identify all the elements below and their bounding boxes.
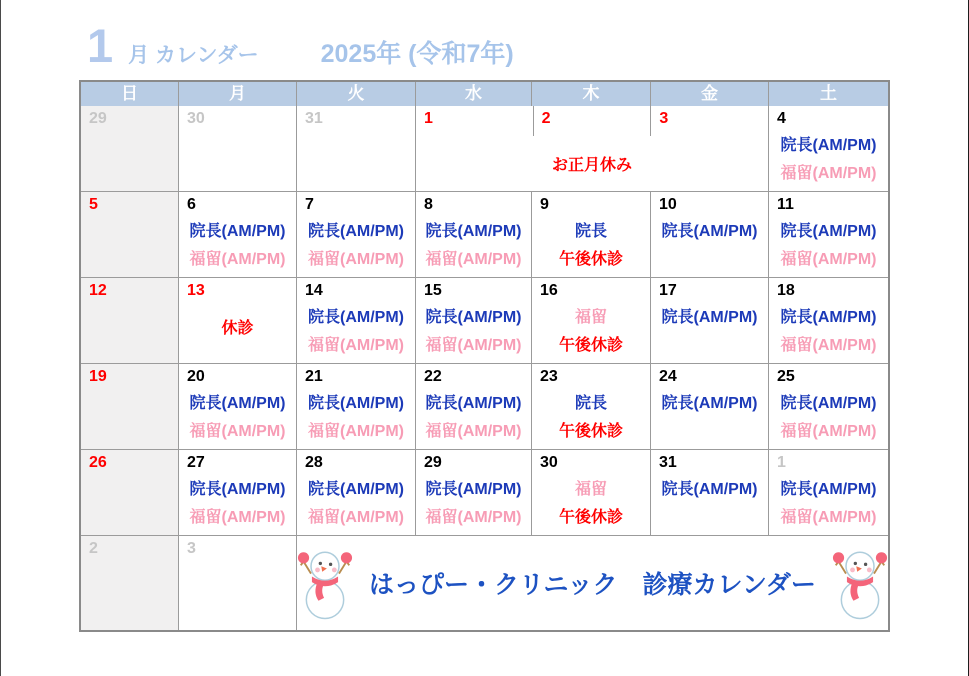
schedule-lines [532, 390, 650, 449]
day-cell-13 [178, 278, 296, 363]
schedule-line: 福留(AM/PM) [780, 165, 877, 182]
date-number: 31 [305, 110, 323, 127]
date-number: 11 [777, 196, 794, 213]
schedule-lines [297, 132, 415, 191]
date-number-label: 2 [541, 110, 551, 127]
schedule-line: 福留(AM/PM) [308, 251, 404, 268]
schedule-line: 院長(AM/PM) [425, 481, 522, 498]
date-number: 28 [305, 454, 323, 471]
schedule-line: 院長(AM/PM) [308, 395, 404, 412]
schedule-line: 福留 [574, 481, 607, 498]
schedule-lines [532, 218, 650, 277]
day-cell-17 [650, 278, 768, 363]
snowman-icon [832, 545, 888, 621]
date-number: 6 [187, 196, 196, 213]
date-number: 2 [89, 540, 98, 557]
schedule-line: 福留 [574, 309, 607, 326]
date-number: 15 [424, 282, 442, 299]
schedule-line: 福留(AM/PM) [308, 337, 404, 354]
date-number [650, 106, 768, 136]
month-number: 1 [87, 19, 115, 72]
date-number: 18 [777, 282, 795, 299]
date-number: 20 [187, 368, 205, 385]
date-number [533, 106, 651, 136]
calendar-table [79, 80, 890, 632]
schedule-lines [297, 476, 415, 535]
schedule-lines [416, 390, 531, 449]
schedule-line: 院長(AM/PM) [780, 395, 877, 412]
schedule-line: 福留(AM/PM) [780, 337, 877, 354]
schedule-lines [297, 390, 415, 449]
week-row-6 [81, 535, 888, 630]
schedule-line: 院長(AM/PM) [780, 137, 877, 154]
schedule-lines [532, 476, 650, 535]
schedule-line: 福留(AM/PM) [189, 423, 286, 440]
schedule-lines [651, 390, 768, 449]
schedule-lines [651, 304, 768, 363]
day-cell-1 [768, 450, 888, 535]
schedule-line: 院長(AM/PM) [425, 395, 522, 412]
date-number: 8 [424, 196, 433, 213]
day-cell-6 [178, 192, 296, 277]
date-number: 29 [89, 110, 107, 127]
schedule-line: 福留(AM/PM) [425, 251, 522, 268]
day-cell-5 [81, 192, 178, 277]
clinic-footer-cell [296, 536, 888, 630]
schedule-line: 院長(AM/PM) [661, 395, 758, 412]
week-row-2 [81, 191, 888, 277]
day-cell-8 [415, 192, 531, 277]
week-row-1 [81, 106, 888, 191]
weekday-header-row [81, 82, 888, 106]
date-number: 3 [187, 540, 196, 557]
week-row-4 [81, 363, 888, 449]
schedule-lines [297, 304, 415, 363]
day-cell-29 [415, 450, 531, 535]
date-number: 10 [659, 196, 677, 213]
day-cell-27 [178, 450, 296, 535]
day-cell-18 [768, 278, 888, 363]
schedule-line: 福留(AM/PM) [308, 423, 404, 440]
schedule-line: 福留(AM/PM) [425, 423, 522, 440]
date-number: 21 [305, 368, 323, 385]
date-number-label: 1 [424, 110, 433, 127]
day-cell-2 [81, 536, 178, 630]
date-number: 1 [777, 454, 786, 471]
day-cell-28 [296, 450, 415, 535]
date-number: 4 [777, 110, 786, 127]
schedule-lines [81, 304, 178, 363]
weekday-header-0: 日 [121, 84, 138, 103]
day-cell-19 [81, 364, 178, 449]
day-cell-30 [178, 106, 296, 191]
date-number: 29 [424, 454, 442, 471]
schedule-line: 院長(AM/PM) [189, 223, 286, 240]
schedule-line: 福留(AM/PM) [189, 251, 286, 268]
weekday-header-3: 水 [415, 82, 531, 106]
schedule-line: 福留(AM/PM) [308, 509, 404, 526]
schedule-lines [81, 132, 178, 191]
schedule-lines [179, 562, 296, 630]
day-cell-29 [81, 106, 178, 191]
weekday-header-5: 金 [650, 82, 768, 106]
weekday-header-6: 土 [768, 82, 888, 106]
schedule-line: 院長(AM/PM) [189, 481, 286, 498]
page-header [87, 18, 514, 73]
date-number [416, 106, 533, 136]
clinic-title: はっぴー・クリニック 診療カレンダー [369, 571, 816, 599]
schedule-lines [769, 390, 888, 449]
date-number-label: 3 [659, 110, 669, 127]
schedule-lines [769, 132, 888, 191]
date-number: 30 [540, 454, 558, 471]
schedule-line: 休診 [221, 319, 254, 337]
day-cell-21 [296, 364, 415, 449]
new-year-holiday-merged-cell [415, 106, 768, 191]
day-cell-10 [650, 192, 768, 277]
new-year-holiday-note: お正月休み [551, 157, 632, 174]
schedule-lines [416, 476, 531, 535]
schedule-line: 院長(AM/PM) [780, 223, 877, 240]
schedule-line: 院長 [574, 223, 607, 240]
date-number: 14 [305, 282, 323, 299]
date-number: 17 [659, 282, 677, 299]
day-cell-22 [415, 364, 531, 449]
schedule-lines [769, 304, 888, 363]
schedule-line: 院長 [574, 395, 607, 412]
date-number: 13 [187, 282, 205, 299]
day-cell-3 [178, 536, 296, 630]
day-cell-26 [81, 450, 178, 535]
schedule-line: 院長(AM/PM) [308, 309, 404, 326]
day-cell-30 [531, 450, 650, 535]
date-number: 31 [659, 454, 677, 471]
date-number: 26 [89, 454, 107, 471]
schedule-line: 福留(AM/PM) [425, 509, 522, 526]
schedule-line: 院長(AM/PM) [308, 223, 404, 240]
schedule-line: 院長(AM/PM) [661, 309, 758, 326]
schedule-line: 午後休診 [558, 509, 623, 526]
date-number: 24 [659, 368, 677, 385]
schedule-lines [651, 218, 768, 277]
day-cell-14 [296, 278, 415, 363]
schedule-lines [81, 218, 178, 277]
date-number: 27 [187, 454, 205, 471]
schedule-line: 午後休診 [558, 251, 623, 268]
date-number: 7 [305, 196, 314, 213]
day-cell-20 [178, 364, 296, 449]
schedule-line: 福留(AM/PM) [425, 337, 522, 354]
date-number: 22 [424, 368, 442, 385]
schedule-line: 院長(AM/PM) [425, 223, 522, 240]
schedule-line: 院長(AM/PM) [189, 395, 286, 412]
schedule-lines [81, 562, 178, 630]
date-number: 9 [540, 196, 549, 213]
date-number: 12 [89, 282, 107, 299]
schedule-line: 福留(AM/PM) [189, 509, 286, 526]
schedule-lines [532, 304, 650, 363]
day-cell-16 [531, 278, 650, 363]
day-cell-24 [650, 364, 768, 449]
schedule-lines [416, 304, 531, 363]
weekday-header-2: 火 [296, 82, 415, 106]
schedule-lines [769, 476, 888, 535]
schedule-line: 院長(AM/PM) [780, 309, 877, 326]
week-row-5 [81, 449, 888, 535]
schedule-line: 午後休診 [558, 423, 623, 440]
day-cell-15 [415, 278, 531, 363]
day-cell-23 [531, 364, 650, 449]
year-label: 2025年 (令和7年) [320, 40, 514, 68]
schedule-line: 午後休診 [558, 337, 623, 354]
schedule-lines [416, 218, 531, 277]
schedule-lines [179, 132, 296, 191]
date-number: 5 [89, 196, 98, 213]
date-number: 16 [540, 282, 558, 299]
weekday-header-1: 月 [178, 82, 296, 106]
schedule-lines [651, 476, 768, 535]
holiday-date-stubs [416, 106, 768, 136]
month-label: 月 カレンダー [128, 44, 259, 67]
schedule-lines [179, 218, 296, 277]
schedule-line: 院長(AM/PM) [425, 309, 522, 326]
day-cell-31 [296, 106, 415, 191]
day-cell-11 [768, 192, 888, 277]
schedule-line: 福留(AM/PM) [780, 423, 877, 440]
schedule-lines [297, 218, 415, 277]
day-cell-4 [768, 106, 888, 191]
snowman-icon [297, 545, 353, 621]
day-cell-9 [531, 192, 650, 277]
schedule-line: 院長(AM/PM) [661, 481, 758, 498]
schedule-line: 福留(AM/PM) [780, 251, 877, 268]
date-number: 23 [540, 368, 558, 385]
schedule-lines [769, 218, 888, 277]
weekday-header-4: 木 [531, 82, 650, 106]
schedule-lines [81, 390, 178, 449]
schedule-lines [81, 476, 178, 535]
date-number: 25 [777, 368, 795, 385]
day-cell-31 [650, 450, 768, 535]
schedule-lines [179, 390, 296, 449]
schedule-lines [179, 476, 296, 535]
schedule-line: 福留(AM/PM) [780, 509, 877, 526]
date-number: 19 [89, 368, 107, 385]
day-cell-12 [81, 278, 178, 363]
schedule-line: 院長(AM/PM) [661, 223, 758, 240]
schedule-line: 院長(AM/PM) [780, 481, 877, 498]
week-row-3 [81, 277, 888, 363]
date-number: 30 [187, 110, 205, 127]
schedule-lines [179, 304, 296, 363]
day-cell-25 [768, 364, 888, 449]
schedule-line: 院長(AM/PM) [308, 481, 404, 498]
day-cell-7 [296, 192, 415, 277]
